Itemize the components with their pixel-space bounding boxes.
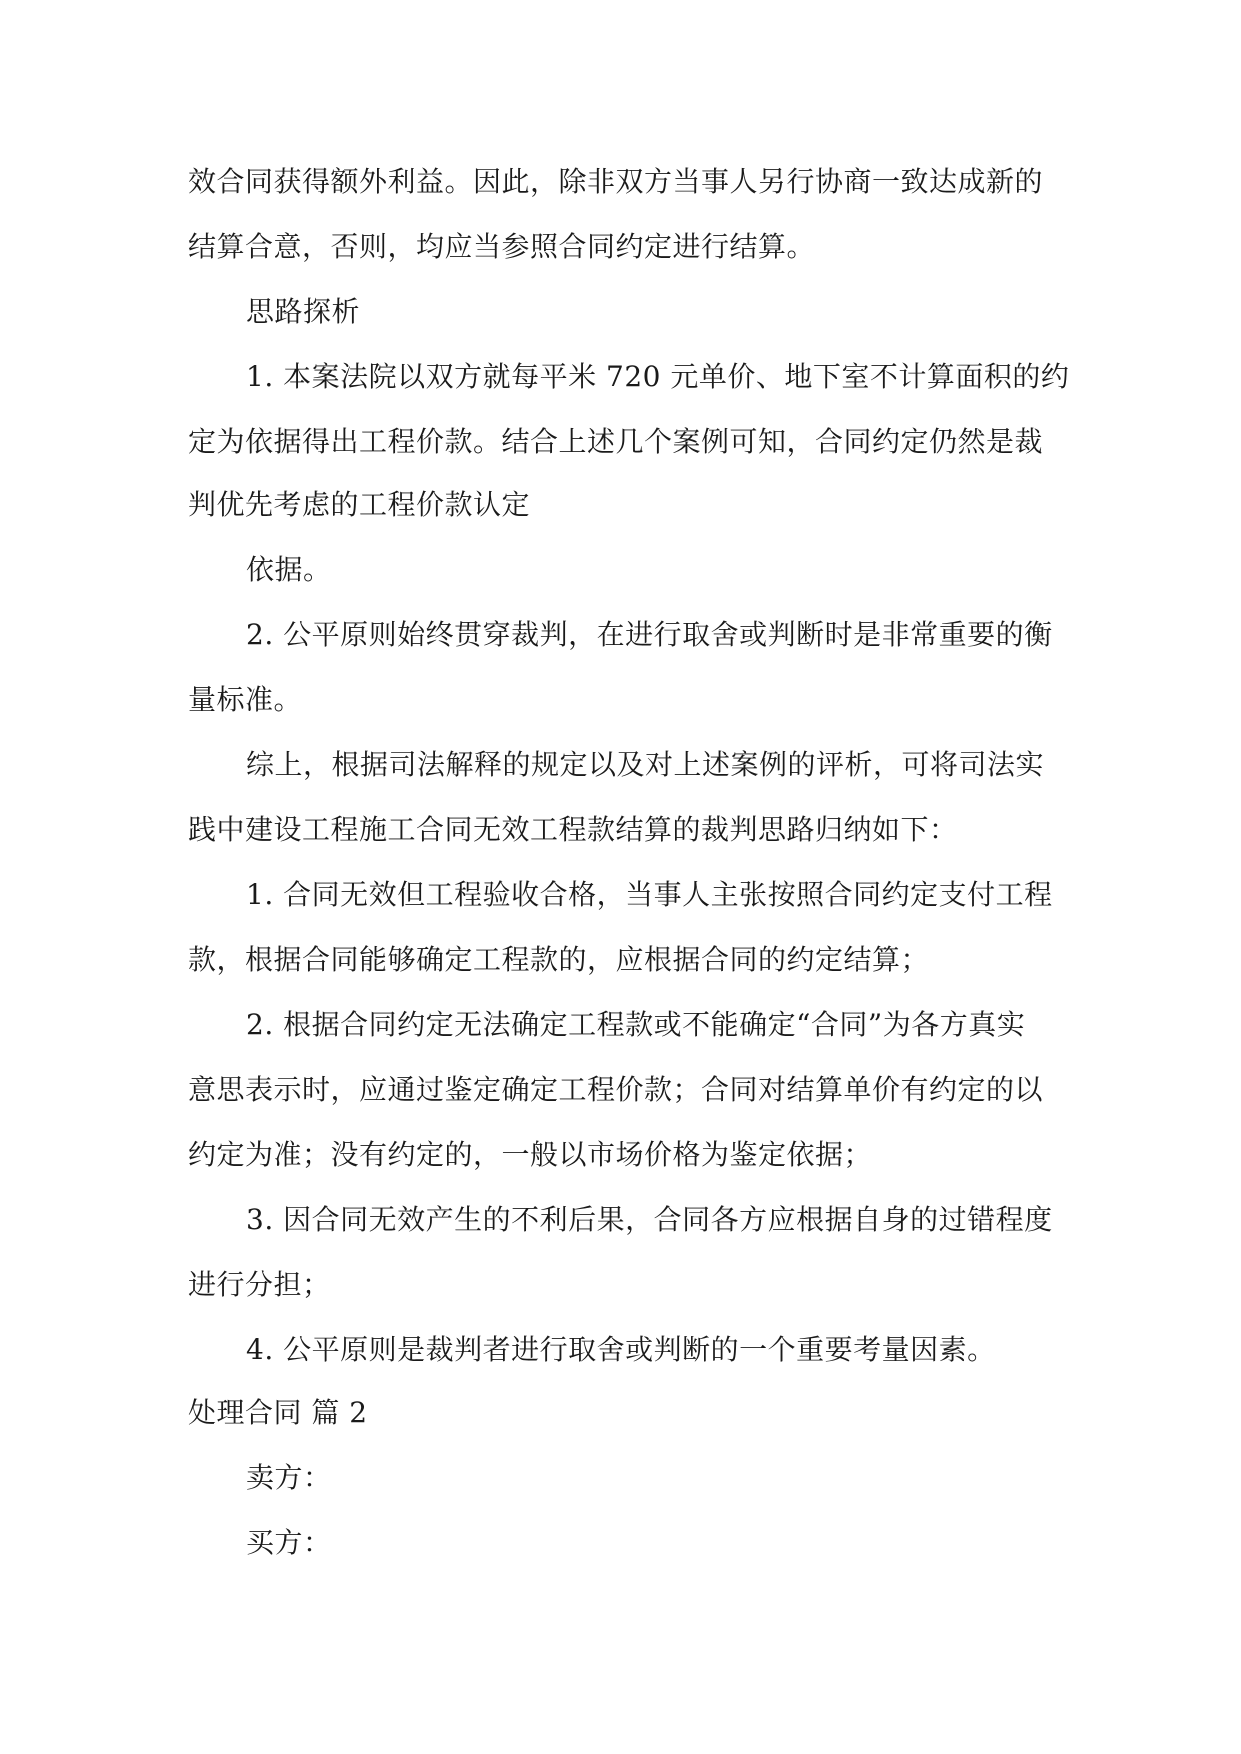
paragraph-line: 定为依据得出工程价款。结合上述几个案例可知，合同约定仍然是裁 bbox=[188, 425, 1044, 458]
paragraph-line: 1. 本案法院以双方就每平米 720 元单价、地下室不计算面积的约 bbox=[246, 360, 1070, 393]
paragraph-line: 2. 公平原则始终贯穿裁判，在进行取舍或判断时是非常重要的衡 bbox=[246, 618, 1053, 651]
paragraph-line: 2. 根据合同约定无法确定工程款或不能确定“合同”为各方真实 bbox=[246, 1008, 1026, 1041]
paragraph-line: 款，根据合同能够确定工程款的，应根据合同的约定结算； bbox=[188, 943, 930, 976]
paragraph-line: 效合同获得额外利益。因此，除非双方当事人另行协商一致达成新的 bbox=[188, 165, 1044, 198]
paragraph-line: 约定为准；没有约定的，一般以市场价格为鉴定依据； bbox=[188, 1138, 873, 1171]
section-title: 处理合同 篇 2 bbox=[188, 1396, 368, 1429]
buyer-label: 买方： bbox=[246, 1526, 332, 1559]
paragraph-line: 4. 公平原则是裁判者进行取舍或判断的一个重要考量因素。 bbox=[246, 1333, 996, 1366]
section-heading: 思路探析 bbox=[246, 295, 361, 328]
paragraph-line: 践中建设工程施工合同无效工程款结算的裁判思路归纳如下： bbox=[188, 813, 958, 846]
paragraph-line: 意思表示时，应通过鉴定确定工程价款；合同对结算单价有约定的以 bbox=[188, 1073, 1044, 1106]
paragraph-line: 结算合意，否则，均应当参照合同约定进行结算。 bbox=[188, 230, 816, 263]
paragraph-line: 1. 合同无效但工程验收合格，当事人主张按照合同约定支付工程 bbox=[246, 878, 1053, 911]
paragraph-line: 综上，根据司法解释的规定以及对上述案例的评析，可将司法实 bbox=[246, 748, 1045, 781]
paragraph-line: 进行分担； bbox=[188, 1268, 331, 1301]
paragraph-line: 3. 因合同无效产生的不利后果，合同各方应根据自身的过错程度 bbox=[246, 1203, 1053, 1236]
seller-label: 卖方： bbox=[246, 1461, 332, 1494]
paragraph-line: 判优先考虑的工程价款认定 bbox=[188, 488, 531, 521]
paragraph-line: 依据。 bbox=[246, 553, 332, 586]
paragraph-line: 量标准。 bbox=[188, 683, 303, 716]
